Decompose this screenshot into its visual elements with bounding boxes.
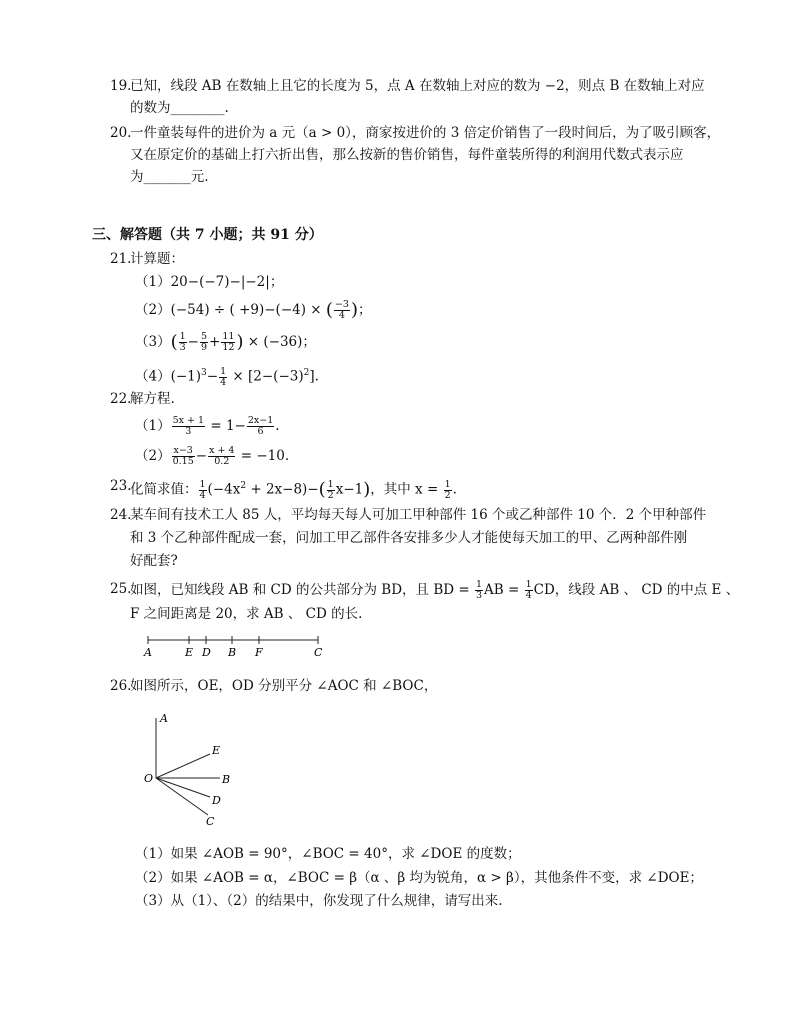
section-title: 三、解答题（共 7 小题；共 91 分） (92, 227, 323, 243)
label-d: D (202, 646, 211, 659)
q21-part1: （1）20−(−7)−|−2|； (135, 274, 284, 290)
q26-part3: （3）从（1）、（2）的结果中，你发现了什么规律，请写出来. (135, 893, 503, 909)
label-e: E (185, 646, 194, 659)
q26-stem: 如图所示，OE，OD 分别平分 ∠AOC 和 ∠BOC， (130, 678, 438, 694)
q24-line2: 和 3 个乙种部件配成一套，问加工甲乙部件各安排多少人才能使每天加工的甲、乙两种部件刚 (130, 530, 688, 546)
q22-part2: （2） $\frac{x-3}{0.15}$ − $\frac{x + 4}{0.2}$ = −10. (135, 445, 290, 467)
label-b: B (222, 773, 231, 786)
q24-line1: 某车间有技术工人 85 人，平均每天每人可加工甲种部件 16 个或乙种部件 10 个．2 个甲种部件 (130, 507, 707, 523)
q21-number: 21. (110, 251, 132, 267)
q26-number: 26. (110, 678, 132, 694)
q24-line3: 好配套? (130, 553, 178, 569)
ray-od (156, 778, 210, 797)
q21-part2: （2）(−54) ÷ ( +9)−(−4) × ( $\frac{-3}{4}$ )； (135, 299, 372, 321)
label-a: A (160, 712, 168, 725)
label-d: D (212, 794, 221, 807)
q25-number: 25. (110, 581, 132, 597)
ray-oe (156, 754, 210, 778)
ray-oc (156, 778, 208, 815)
q21-stem: 计算题： (130, 251, 184, 267)
angle-figure (140, 710, 250, 830)
label-c: C (314, 646, 323, 659)
q20-line2: 又在原定价的基础上打六折出售，那么按新的售价销售，每件童装所得的利润用代数式表示应 (130, 147, 684, 163)
q22-stem: 解方程. (130, 391, 175, 407)
q26-part2: （2）如果 ∠AOB = α，∠BOC = β（α 、β 均为锐角，α > β），其他条件不变，求 ∠DOE； (135, 870, 703, 886)
q25-line2: F 之间距离是 20，求 AB 、 CD 的长. (130, 606, 363, 622)
label-b: B (228, 646, 237, 659)
label-a: A (144, 646, 152, 659)
q21-part3: （3）( $\frac{1}{3}$ − $\frac{5}{9}$ + $\frac{11}{12}$ ) × (−36)； (135, 331, 316, 353)
q26-part1: （1）如果 ∠AOB = 90°，∠BOC = 40°，求 ∠DOE 的度数； (135, 846, 521, 862)
label-o: O (144, 772, 154, 785)
q20-number: 20. (110, 125, 132, 141)
q25-line1: 如图，已知线段 AB 和 CD 的公共部分为 BD，且 BD = $\frac{1}{3}$ AB = $\frac{1}{4}$ CD，线段 AB 、 CD 的中点 E 、 (130, 579, 740, 601)
q23-expression: 化简求值： $\frac{1}{4}$ $(-4x^2 + 2x-8)-$( $\frac{1}{2}$ x−1)，其中 x = $\frac{1}{2}$ . (130, 478, 457, 501)
q19-line2: 的数为________. (130, 100, 229, 116)
q22-part1: （1） $\frac{5x + 1}{3}$ = 1− $\frac{2x-1}{6}$ . (135, 415, 280, 437)
label-e: E (212, 744, 221, 757)
q21-part4: $(4)(-1)^3-$ $\frac{1}{4}$ × $[2-(-3)^2]$. (135, 365, 319, 388)
segment-figure (140, 632, 330, 662)
q19-line1: 已知，线段 AB 在数轴上且它的长度为 5，点 A 在数轴上对应的数为 −2，则点 B 在数轴上对应 (130, 78, 705, 94)
q22-number: 22. (110, 391, 132, 407)
q24-number: 24. (110, 507, 132, 523)
q23-number: 23. (110, 478, 132, 494)
q20-line1: 一件童装每件的进价为 a 元（a > 0），商家按进价的 3 倍定价销售了一段时间后，为了吸引顾客， (130, 125, 721, 141)
label-c: C (206, 815, 215, 828)
q19-number: 19. (110, 78, 132, 94)
q20-line3: 为_______元. (130, 169, 209, 185)
label-f: F (255, 646, 263, 659)
